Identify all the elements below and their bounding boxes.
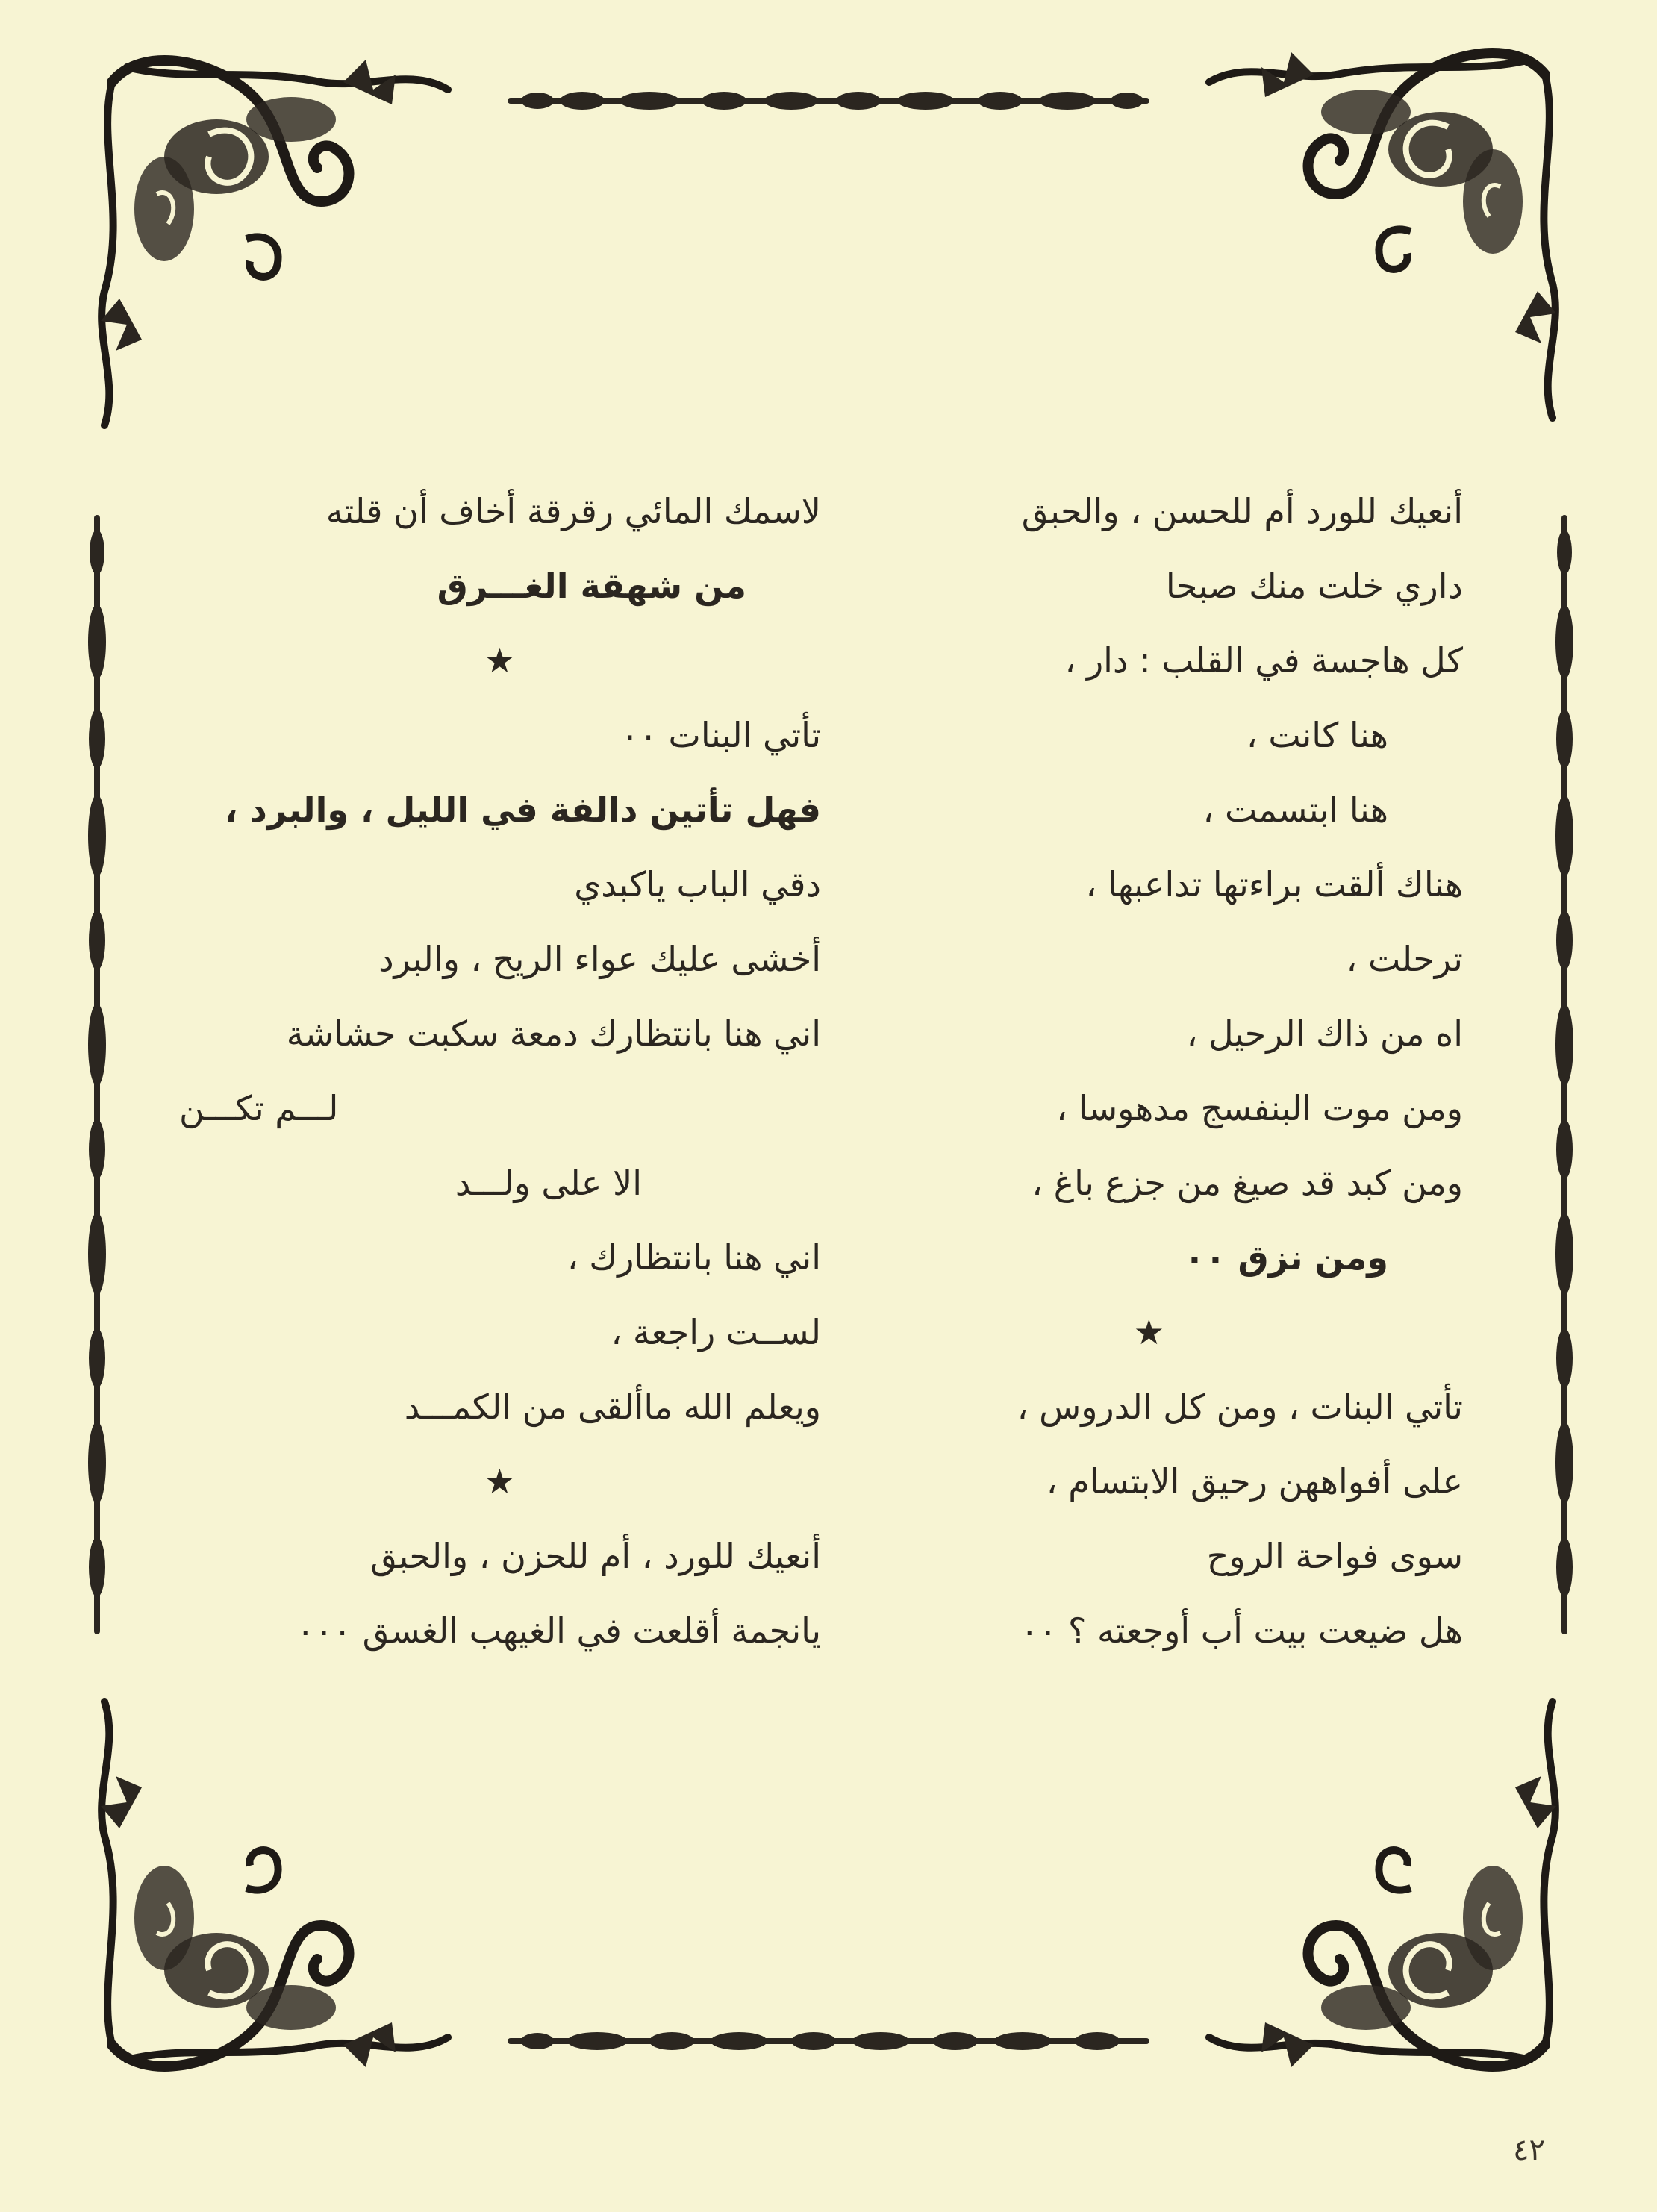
poem-line: اني هنا بانتظارك دمعة سكبت حشاشة (286, 1013, 821, 1054)
section-divider-star: ★ (1133, 1312, 1164, 1352)
poem-line: داري خلت منك صبحا (1165, 566, 1463, 606)
poem-line: ومن موت البنفسج مدهوسا ، (1056, 1088, 1463, 1128)
poem-line: سوى فواحة الروح (1206, 1536, 1463, 1576)
poem-line: تأتي البنات ، ومن كل الدروس ، (1017, 1387, 1463, 1427)
poem-line: من شهقة الغـــرق (437, 566, 746, 606)
poem-line: دقي الباب ياكبدي (574, 864, 821, 905)
poem-line: أنعيك للورد ، أم للحزن ، والحبق (370, 1536, 821, 1576)
poem-line: يانجمة أقلعت في الغيهب الغسق ٠٠٠ (296, 1610, 821, 1651)
poem-line: هل ضيعت بيت أب أوجعته ؟ ٠٠ (1020, 1610, 1463, 1651)
poem-line: هنا كانت ، (1246, 715, 1388, 755)
poem-line: هناك ألقت براءتها تداعبها ، (1085, 864, 1463, 905)
poem-line: اه من ذاك الرحيل ، (1186, 1013, 1463, 1054)
poem-line: لســت راجعة ، (611, 1312, 821, 1352)
poem-line: هنا ابتسمت ، (1202, 790, 1388, 830)
poem-line: ويعلم الله ماألقى من الكمـــد (404, 1387, 821, 1427)
poem-line: اني هنا بانتظارك ، (567, 1237, 821, 1278)
poem-line: أنعيك للورد أم للحسن ، والحبق (1021, 491, 1463, 531)
section-divider-star: ★ (484, 640, 515, 681)
poem-left-column (179, 474, 821, 1668)
poem-line: لـــم تكـــن (179, 1088, 339, 1128)
poem-line: تأتي البنات ٠٠ (620, 715, 821, 755)
poem-line: ترحلت ، (1346, 939, 1463, 979)
poem-line: الا على ولـــد (455, 1163, 642, 1203)
page-number: ٤٢ (1513, 2133, 1545, 2167)
poem-line: كل هاجسة في القلب : دار ، (1064, 640, 1463, 681)
section-divider-star: ★ (484, 1461, 515, 1502)
poem-line: أخشى عليك عواء الريح ، والبرد (378, 939, 821, 979)
poem-line: لاسمك المائي رقرقة أخاف أن قلته (325, 491, 821, 531)
poem-right-column (851, 474, 1463, 1668)
poem-line: ومن نزق ٠٠ (1184, 1237, 1388, 1278)
poem-line: على أفواههن رحيق الابتسام ، (1046, 1461, 1463, 1502)
poem-line: فهل تأتين دالفة في الليل ، والبرد ، (224, 790, 821, 830)
poem-line: ومن كبد قد صيغ من جزع باغ ، (1032, 1163, 1463, 1203)
